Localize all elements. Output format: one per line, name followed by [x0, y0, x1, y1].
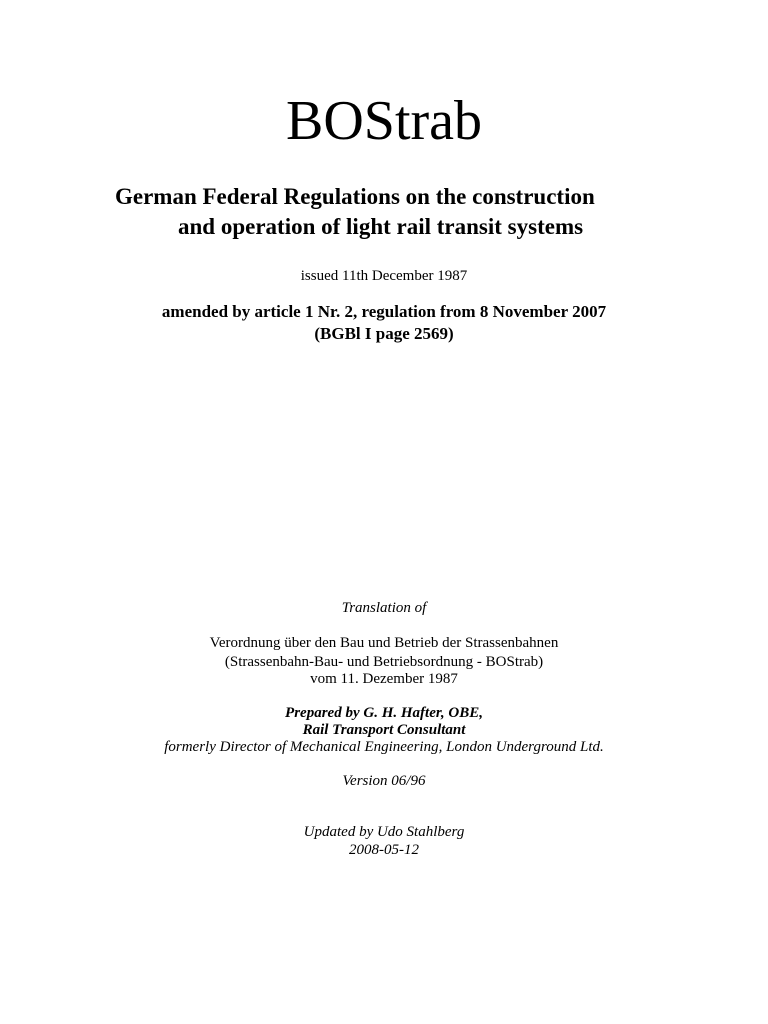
amendment-line-2: (BGBl I page 2569)	[314, 324, 454, 343]
original-title-line-2: (Strassenbahn-Bau- und Betriebsordnung - BOStrab)	[224, 654, 544, 670]
translation-of-label: Translation of	[341, 600, 427, 616]
updated-date: 2008-05-12	[349, 842, 419, 858]
amendment-line-1: amended by article 1 Nr. 2, regulation from 8 November 2007	[161, 302, 607, 321]
original-title-line-1: Verordnung über den Bau und Betrieb der Strassenbahnen	[209, 635, 559, 651]
document-title: BOStrab	[286, 90, 482, 152]
subtitle-line-2: and operation of light rail transit systems	[178, 214, 584, 239]
prepared-role: Rail Transport Consultant	[302, 722, 466, 738]
prepared-by: Prepared by G. H. Hafter, OBE,	[285, 705, 483, 721]
original-title-line-3: vom 11. Dezember 1987	[310, 671, 458, 687]
version-label: Version 06/96	[342, 773, 426, 789]
prepared-former-role: formerly Director of Mechanical Engineering, London Underground Ltd.	[164, 739, 604, 755]
subtitle-line-1: German Federal Regulations on the construction	[115, 184, 595, 209]
updated-by: Updated by Udo Stahlberg	[303, 824, 465, 840]
issued-date: issued 11th December 1987	[300, 268, 468, 284]
